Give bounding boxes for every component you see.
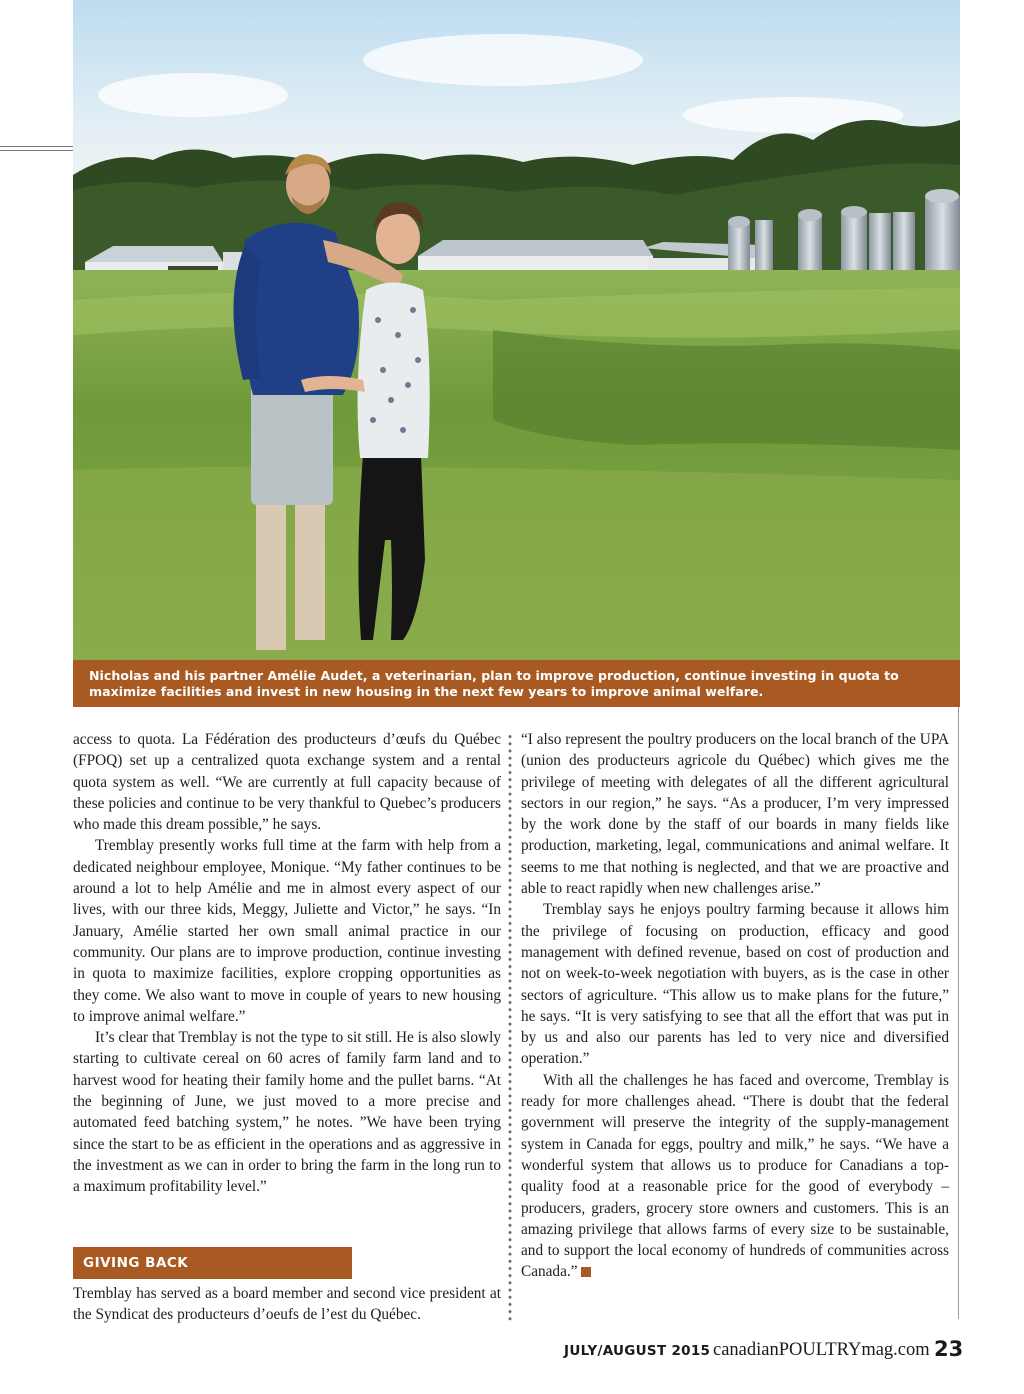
section-heading: GIVING BACK (73, 1247, 352, 1279)
feature-photo (73, 0, 960, 660)
body-paragraph: It’s clear that Tremblay is not the type to sit still. He is also slowly starting to cultivate cereal on 60 acres of family farm land and to harvest wood for heating their family home and the pullet barns. “At the beginning of June, we just moved to a more precise and automated feed batching system,” he notes. ”We have been trying since the start to be as efficient in the operations and as aggressive in the investment as we can in order to bring the farm in the long run to a maximum profitability level.” (73, 1029, 501, 1196)
issue-date: JULY/AUGUST 2015 (564, 1343, 711, 1359)
right-column (521, 729, 949, 1283)
body-paragraph-final (521, 1070, 949, 1283)
body-paragraph: Tremblay presently works full time at the farm with help from a dedicated neighbour employee, Monique. “My father continues to be around a lot to help Amélie and me in almost every aspect of our lives, with our three kids, Meggy, Juliette and Victor,” he says. “In January, Amélie started her own small animal practice in our community. Our plans are to improve production, continue investing in quota to maximize facilities, explore cropping opportunities as they come. We also want to move in couple of years to new housing to improve animal welfare.” (73, 837, 501, 1025)
body-paragraph: Tremblay says he enjoys poultry farming because it allows him the privilege of focusing on production, efficacy and good management with defined revenue, based on cost of production and not on week-to-week negotiation with buyers, as is the case in other sectors of agriculture. “This allow us to make plans for the future,” he says. “It is very satisfying to see that all the effort that was put in by us and also our parents has led to very nice and diversified operation.” (521, 901, 949, 1068)
magazine-website: canadianPOULTRYmag.com (713, 1340, 930, 1360)
body-paragraph: Tremblay has served as a board member and second vice president at the Syndicat des producteurs d’oeufs de l’est du Québec. (73, 1285, 501, 1324)
end-of-article-icon (581, 1267, 591, 1277)
page-footer (560, 1337, 964, 1365)
photo-caption: Nicholas and his partner Amélie Audet, a veterinarian, plan to improve production, continue investing in quota to maximize facilities and invest in new housing in the next few years to improve animal welfare. (73, 660, 960, 707)
farm-photo-illustration (73, 0, 960, 660)
page-number: 23 (934, 1337, 964, 1361)
body-paragraph: “I also represent the poultry producers on the local branch of the UPA (union des producteurs agricole du Québec) which gives me the privilege of meeting with delegates of all the different agricultural sectors in our region,” he says. “As a producer, I’m very impressed by the work done by the staff of our boards in many fields like production, marketing, legal, communications and animal welfare. It seems to me that nothing is neglected, and that we are proactive and able to react rapidly when new challenges arise.” (521, 731, 949, 898)
body-paragraph: access to quota. La Fédération des producteurs d’œufs du Québec (FPOQ) set up a centralized quota exchange system and a rental quota system as well. “We are currently at full capacity because of these policies and continue to be very thankful to Quebec’s producers who made this dream possible,” he says. (73, 731, 501, 834)
left-column-continued (73, 1283, 501, 1326)
edge-rule (0, 146, 74, 147)
edge-rule (0, 150, 74, 151)
column-divider-dots (507, 733, 513, 1321)
final-paragraph-text: With all the challenges he has faced and overcome, Tremblay is ready for more challenges ahead. “There is doubt that the federal government will preserve the integrity of the supply-management system in Canada for eggs, poultry and milk,” he says. “We have a wonderful system that allows us to produce for Canadians a top-quality food at a reasonable price for the good of everybody – producers, graders, grocery store owners and customers. This is an amazing privilege that allows farms of every size to be sustainable, and to support the local economy of hundreds of communities across Canada.” (521, 1071, 949, 1281)
column-border-rule (958, 707, 959, 1319)
left-column (73, 729, 501, 1198)
